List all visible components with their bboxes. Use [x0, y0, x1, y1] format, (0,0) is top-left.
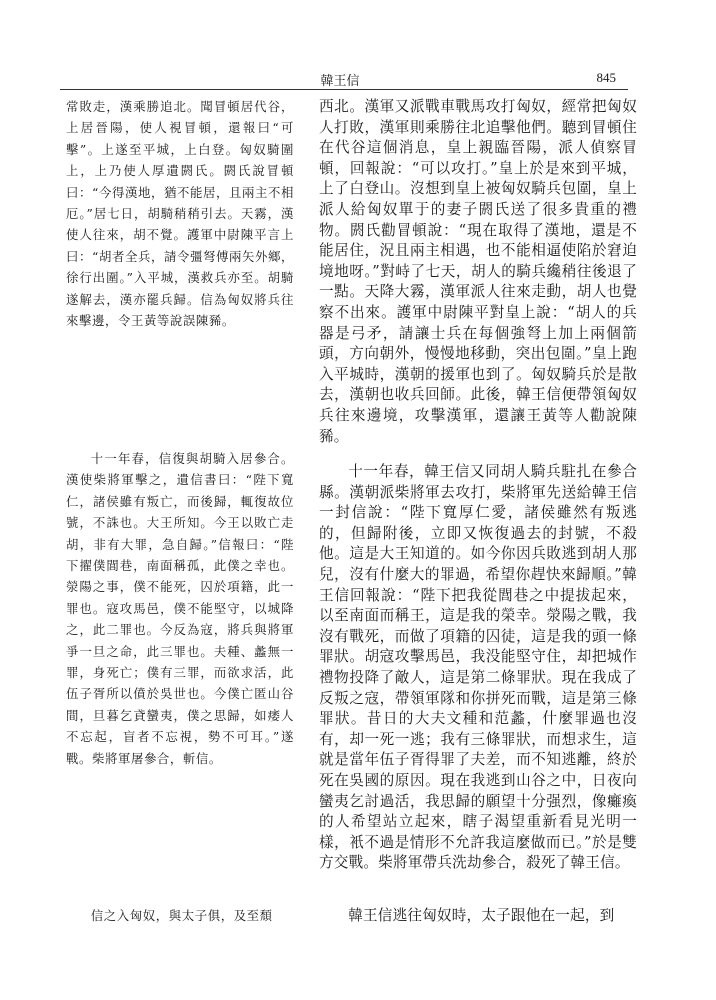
classical-text-paragraph-1: 常敗走，漢乘勝追北。聞冒頓居代谷，上居晉陽，使人視冒頓，還報曰“可擊”。上遂至平城，上白登。匈奴騎圍上，上乃使人厚遺閼氏。閼氏說冒頓曰：“今得漢地，猶不能居，且兩主不相厄。”居七日，胡騎稍稍引去。天霧，漢使人往來，胡不覺。護軍中尉陳平言上曰：“胡者全兵，請令彊弩傅兩矢外鄉，徐行出圍。”入平城，漢救兵亦至。胡騎遂解去，漢亦罷兵歸。信為匈奴將兵往來擊邊，令王黃等說誤陳豨。: [66, 99, 294, 329]
translation-paragraph-3: 韓王信逃往匈奴時，太子跟他在一起，到: [348, 907, 615, 924]
translation-paragraph-1: 西北。漢軍又派戰車戰馬攻打匈奴，經常把匈奴人打敗，漢軍則乘勝往北追擊他們。聽到冒頓住在代谷這個消息，皇上親臨晉陽，派人偵察冒頓，回報說：“可以攻打。”皇上於是來到平城，上了白登山。沒想到皇上被匈奴騎兵包圍，皇上派人給匈奴單于的妻子閼氏送了很多貴重的禮物。閼氏勸冒頓說：“現在取得了漢地，還是不能居住，況且兩主相遇，也不能相逼使陷於窘迫境地呀。”對峙了七天，胡人的騎兵纔稍往後退了一點。天降大霧，漢軍派人往來走動，胡人也覺察不出來。護軍中尉陳平對皇上說：“胡人的兵器是弓矛，請讓士兵在每個強弩上加上兩個箭頭，方向朝外，慢慢地移動，突出包圍。”皇上跑入平城時，漢朝的援軍也到了。匈奴騎兵於是散去，漢朝也收兵回師。此後，韓王信便帶領匈奴兵往來邊境，攻擊漢軍，還讓王黃等人勸說陳豨。: [319, 98, 637, 445]
running-title: 韓王信: [320, 74, 360, 89]
translation-paragraph-2: 十一年春，韓王信又同胡人騎兵駐扎在參合縣。漢朝派柴將軍去攻打，柴將軍先送給韓王信一封信說：“陛下寬厚仁愛，諸侯雖然有叛逃的，但歸附後，立即又恢復過去的封號，不殺他。這是大王知道的。如今你因兵敗逃到胡人那兒，沒有什麼大的罪過，希望你趕快來歸順。”韓王信回報說：“陛下把我從閭巷之中提拔起來，以至南面而稱王，這是我的榮幸。滎陽之戰，我沒有戰死，而做了項籍的囚徒，這是我的頭一條罪狀。胡寇攻擊馬邑，我没能堅守住，却把城作禮物投降了敵人，這是第二條罪狀。現在我成了反叛之寇，帶領軍隊和你拼死而戰，這是第三條罪狀。昔日的大夫文種和范蠡，什麼罪過也沒有，却一死一逃；我有三條罪狀，而想求生，這就是當年伍子胥得罪了夫差，而不知逃離，終於死在吳國的原因。現在我逃到山谷之中，日夜向蠻夷乞討過活，我思歸的願望十分强烈，像癱瘓的人希望站立起來，瞎子渴望重新看見光明一樣，衹不過是情形不允許我這麼做而已。”於是雙方交戰。柴將軍帶兵洗劫參合，殺死了韓王信。: [319, 463, 637, 872]
page-number: 845: [596, 70, 616, 85]
classical-text-paragraph-2: 十一年春，信復與胡騎入居參合。漢使柴將軍擊之，遺信書曰：“陛下寬仁，諸侯雖有叛亡，而後歸，輒復故位號，不誅也。大王所知。今王以敗亡走胡，非有大罪，急自歸。”信報曰：“陛下擢僕閭巷，南面稱孤，此僕之幸也。滎陽之事，僕不能死，囚於項籍，此一罪也。寇攻馬邑，僕不能堅守，以城降之，此二罪也。今反為寇，將兵與將軍爭一旦之命，此三罪也。夫種、蠡無一罪，身死亡；僕有三罪，而欲求活，此伍子胥所以僨於吳世也。今僕亡匿山谷間，旦暮乞貣蠻夷，僕之思歸，如痿人不忘起，盲者不忘視，勢不可耳。”遂戰。柴將軍屠參合，斬信。: [66, 451, 294, 766]
page-header: [60, 68, 620, 88]
header-rule: [60, 89, 628, 90]
classical-text-paragraph-3: 信之入匈奴，與太子俱，及至頹: [90, 908, 273, 923]
